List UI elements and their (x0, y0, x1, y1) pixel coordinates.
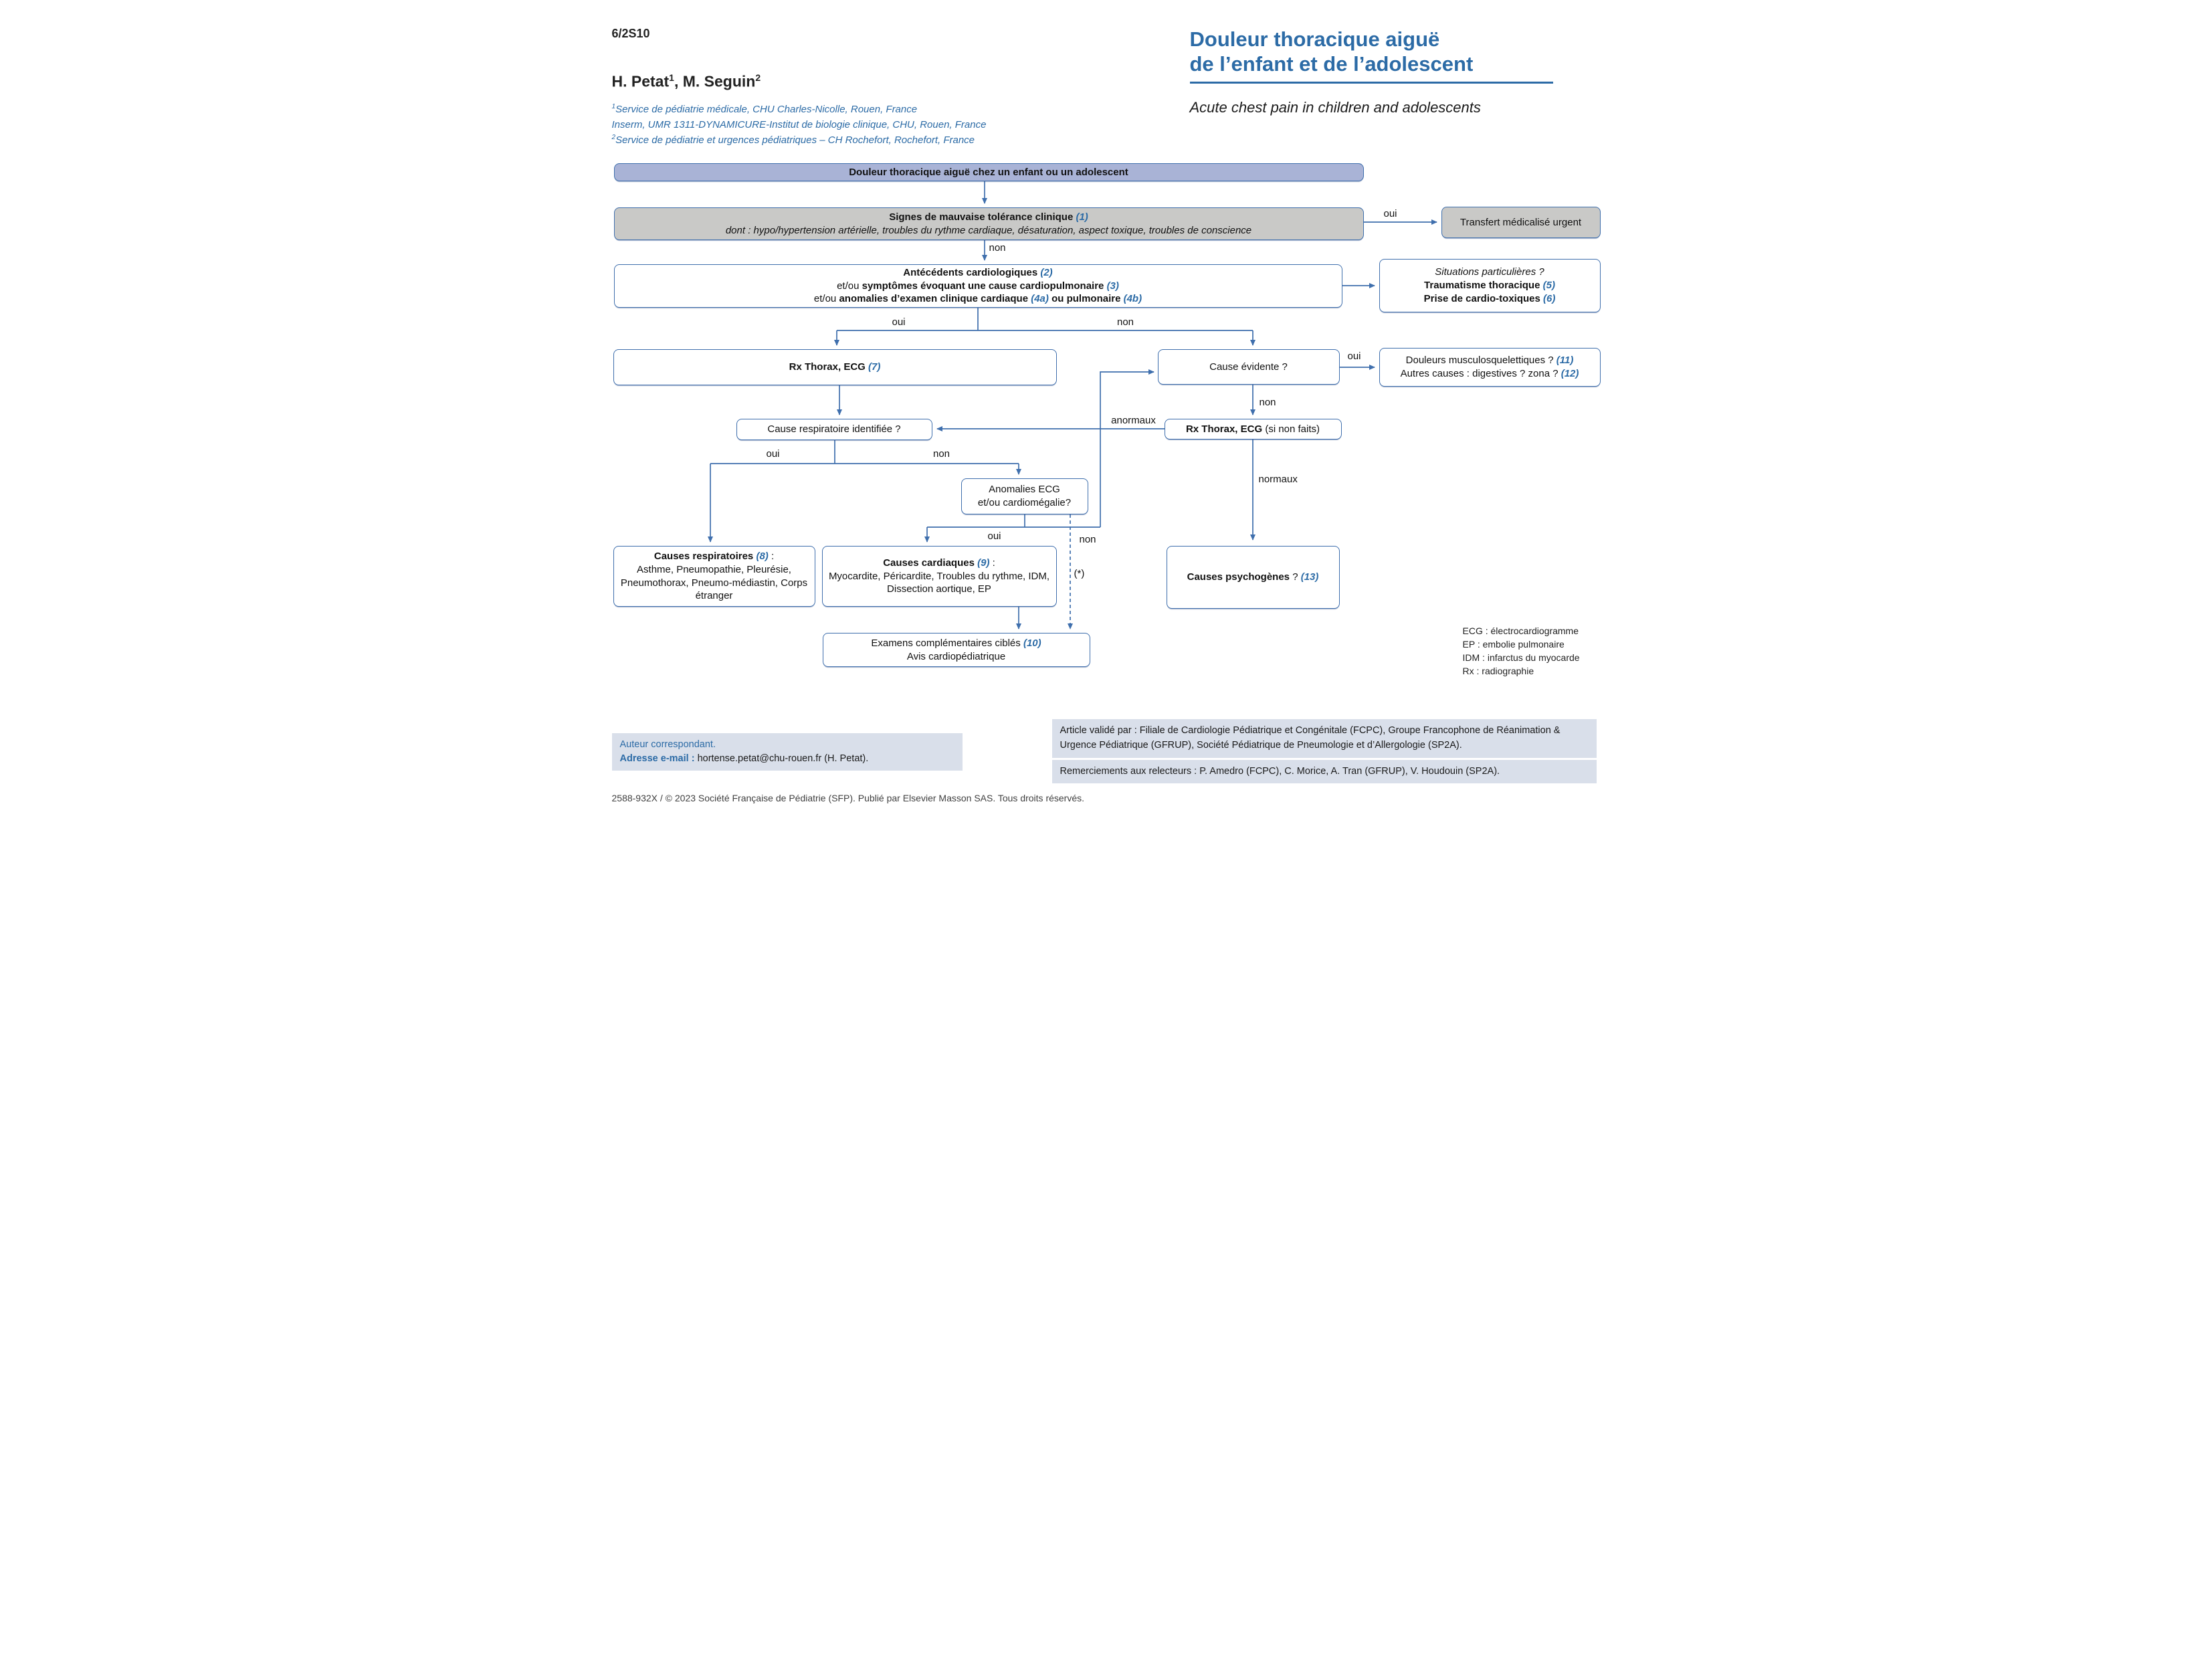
corresponding-author-panel (612, 733, 963, 771)
node-causes-cardiaques: Causes cardiaques (9) : Myocardite, Péricardite, Troubles du rythme, IDM, Dissection aortique, EP (822, 546, 1057, 607)
edge-label-non-respiratoire: non (932, 448, 950, 460)
authors: H. Petat$^1$, M. Seguin$^2$ (611, 72, 761, 90)
edge-label-oui-antecedents: oui (892, 316, 906, 328)
node-causes-respiratoires: Causes respiratoires (8) : Asthme, Pneumopathie, Pleurésie, Pneumothorax, Pneumo-médiastin, Corps étranger (613, 546, 815, 607)
author-1-sup: 1 (669, 72, 674, 83)
node-anomalies-ecg: Anomalies ECG et/ou cardiomégalie? (961, 478, 1088, 514)
validation-panels (1052, 719, 1597, 783)
node-situations-particulieres: Situations particulières ? Traumatisme thoracique (5) Prise de cardio-toxiques (6) (1379, 259, 1601, 312)
validation-panel: Article validé par : Filiale de Cardiologie Pédiatrique et Congénitale (FCPC), Groupe Francophone de Réanimation & Urgence Pédiatrique (GFRUP), Société Pédiatrique de Pneumologie et d’Allergologie (SP2A). (1052, 719, 1597, 758)
node-cause-respiratoire: Cause respiratoire identifiée ? (736, 419, 932, 440)
affiliation-line: Inserm, UMR 1311-DYNAMICURE-Institut de biologie clinique, CHU, Rouen, France (611, 119, 987, 130)
node-antecedents: Antécédents cardiologiques (2) et/ou symptômes évoquant une cause cardiopulmonaire (3) et/ou anomalies d’examen clinique cardiaque (4a) ou pulmonaire (4b) (614, 264, 1342, 308)
node-douleurs-musculosquelettiques: Douleurs musculosquelettiques ? (11) Autres causes : digestives ? zona ? (12) (1379, 348, 1601, 387)
node-examens-complementaires: Examens complémentaires ciblés (10) Avis cardiopédiatrique (823, 633, 1090, 667)
edge-label-asterisk: (*) (1074, 568, 1085, 579)
legend-item: EP : embolie pulmonaire (1462, 638, 1565, 650)
edge-label-non-tolerance: non (989, 242, 1006, 254)
abbreviations-legend (1463, 625, 1580, 678)
edge-label-non-evidente: non (1259, 397, 1276, 408)
node-rx-thorax-ecg: Rx Thorax, ECG (7) (613, 349, 1057, 385)
title-block (1190, 27, 1553, 84)
affiliation-line: $^2$Service de pédiatrie et urgences pédiatriques – CH Rochefort, Rochefort, France (611, 134, 975, 146)
node-mauvaise-tolerance: Signes de mauvaise tolérance clinique (1) dont : hypo/hypertension artérielle, troubles du rythme cardiaque, désaturation, aspect toxique, troubles de conscience (614, 207, 1364, 240)
edge-label-normaux: normaux (1258, 474, 1298, 485)
copyright-footer: 2588-932X / © 2023 Société Française de Pédiatrie (SFP). Publié par Elsevier Masson SAS. Tous droits réservés. (611, 793, 1085, 803)
node-cause-evidente: Cause évidente ? (1158, 349, 1340, 385)
node-start: Douleur thoracique aiguë chez un enfant ou un adolescent (614, 163, 1364, 181)
edge-label-oui-transfert: oui (1383, 208, 1397, 219)
edge-label-oui-evidente: oui (1347, 351, 1361, 362)
legend-item: IDM : infarctus du myocarde (1462, 652, 1580, 663)
edge-label-oui-anomalies: oui (987, 530, 1001, 542)
node-rx-si-non-faits: Rx Thorax, ECG (si non faits) (1165, 419, 1342, 440)
journal-page (553, 0, 1660, 830)
legend-item: ECG : électrocardiogramme (1462, 625, 1579, 636)
email-label: Adresse e-mail : (619, 753, 695, 765)
affiliation-line: $^1$Service de pédiatrie médicale, CHU Charles-Nicolle, Rouen, France (611, 103, 918, 115)
email-value: hortense.petat@chu-rouen.fr (H. Petat). (697, 753, 869, 765)
legend-item: Rx : radiographie (1462, 665, 1534, 676)
author-2-sup: 2 (755, 72, 761, 83)
author-2: M. Seguin (682, 72, 756, 90)
node-causes-psychogenes: Causes psychogènes ? (13) (1167, 546, 1340, 609)
node-transfert-urgent: Transfert médicalisé urgent (1441, 207, 1601, 238)
page-code: 6/2S10 (611, 27, 650, 40)
author-1: H. Petat (611, 72, 670, 90)
affiliations (612, 100, 987, 147)
edge-label-non-antecedents: non (1116, 316, 1134, 328)
acknowledgements-panel: Remerciements aux relecteurs : P. Amedro (FCPC), C. Morice, A. Tran (GFRUP), V. Houdouin (SP2A). (1052, 760, 1597, 784)
page-title: Douleur thoracique aiguë de l’enfant et de l’adolescent (1189, 27, 1474, 76)
edge-label-anormaux: anormaux (1111, 415, 1156, 426)
edge-label-non-anomalies: non (1079, 534, 1096, 545)
page-subtitle-english: Acute chest pain in children and adolescents (1189, 99, 1481, 116)
edge-label-oui-respiratoire: oui (766, 448, 780, 460)
corresponding-author-label: Auteur correspondant. (619, 739, 716, 750)
